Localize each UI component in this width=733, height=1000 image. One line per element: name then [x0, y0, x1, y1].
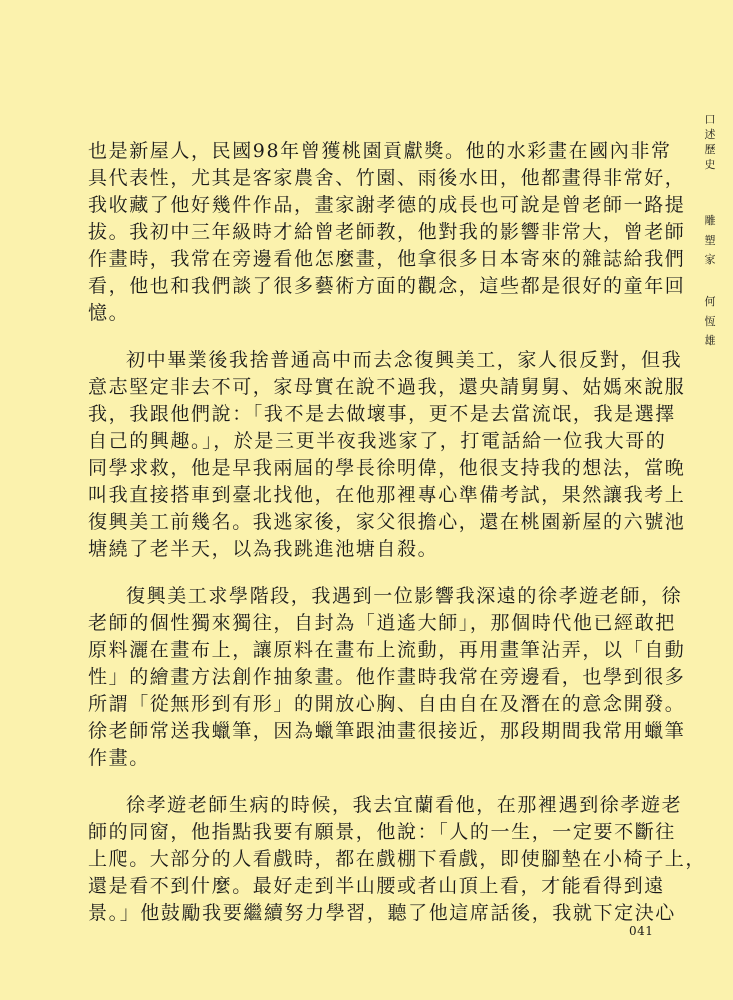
text-line: 我收藏了他好幾件作品，畫家謝孝德的成長也可說是曾老師一路提 [88, 194, 686, 216]
text-line: 塘繞了老半天，以為我跳進池塘自殺。 [88, 538, 439, 560]
text-line: 作畫。 [88, 747, 150, 769]
text-line: 所謂「從無形到有形」的開放心胸、自由自在及潛在的意念開發。 [88, 693, 686, 715]
text-line: 上爬。大部分的人看戲時，都在戲棚下看戲，即使腳墊在小椅子上， [88, 848, 707, 870]
text-line: 叫我直接搭車到臺北找他，在他那裡專心準備考試，果然讓我考上 [88, 484, 686, 506]
text-line: 原料灑在畫布上，讓原料在畫布上流動，再用畫筆沾弄，以「自動 [88, 639, 686, 661]
page-number: 041 [629, 924, 654, 938]
sidebar-char-series: 口 [704, 113, 716, 126]
text-line: 初中畢業後我捨普通高中而去念復興美工，家人很反對，但我 [126, 349, 683, 371]
paragraph [88, 583, 686, 772]
text-line: 老師的個性獨來獨往，自封為「逍遙大師」，那個時代他已經敢把 [88, 612, 676, 634]
paragraph [88, 138, 686, 327]
text-line: 我，我跟他們說：「我不是去做壞事，更不是去當流氓，我是選擇 [88, 403, 676, 425]
sidebar-char-series: 述 [704, 128, 716, 141]
paragraph [88, 792, 707, 927]
paragraph [88, 347, 686, 563]
text-line: 景。」他鼓勵我要繼續努力學習，聽了他這席話後，我就下定決心 [88, 902, 676, 924]
sidebar-char-person: 何 [704, 295, 716, 308]
text-line: 意志堅定非去不可，家母實在說不過我，還央請舅舅、姑媽來說服 [88, 376, 686, 398]
text-line: 拔。我初中三年級時才給曾老師教，他對我的影響非常大，曾老師 [88, 221, 686, 243]
sidebar-char-person: 恆 [704, 314, 716, 328]
text-line: 徐孝遊老師生病的時候，我去宜蘭看他，在那裡遇到徐孝遊老 [126, 794, 683, 816]
text-line: 復興美工求學階段，我遇到一位影響我深遠的徐孝遊老師，徐 [126, 585, 683, 607]
sidebar-char-person: 雄 [704, 334, 716, 347]
sidebar-char-series: 歷 [704, 143, 716, 156]
sidebar-char-category: 塑 [704, 233, 716, 247]
sidebar-char-category: 雕 [704, 214, 716, 227]
text-line: 具代表性，尤其是客家農舍、竹園、雨後水田，他都畫得非常好， [88, 167, 686, 189]
text-line: 作畫時，我常在旁邊看他怎麼畫，他拿很多日本寄來的雜誌給我們 [88, 248, 686, 270]
text-line: 復興美工前幾名。我逃家後，家父很擔心，還在桃園新屋的六號池 [88, 511, 686, 533]
text-line: 憶。 [88, 302, 130, 324]
sidebar-char-series: 史 [704, 158, 716, 171]
text-line: 徐老師常送我蠟筆，因為蠟筆跟油畫很接近，那段期間我常用蠟筆 [88, 720, 686, 742]
text-line: 還是看不到什麼。最好走到半山腰或者山頂上看，才能看得到遠 [88, 875, 665, 897]
text-line: 看，他也和我們談了很多藝術方面的觀念，這些都是很好的童年回 [88, 275, 686, 297]
text-line: 師的同窗，他指點我要有願景，他說：「人的一生，一定要不斷往 [88, 821, 676, 843]
text-line: 同學求救，他是早我兩屆的學長徐明偉，他很支持我的想法，當晚 [88, 457, 686, 479]
sidebar-char-category: 家 [704, 253, 716, 266]
text-line: 也是新屋人，民國98年曾獲桃園貢獻獎。他的水彩畫在國內非常 [88, 140, 672, 162]
text-line: 性」的繪畫方法創作抽象畫。他作畫時我常在旁邊看，也學到很多 [88, 666, 686, 688]
text-line: 自己的興趣。」，於是三更半夜我逃家了，打電話給一位我大哥的 [88, 430, 667, 452]
